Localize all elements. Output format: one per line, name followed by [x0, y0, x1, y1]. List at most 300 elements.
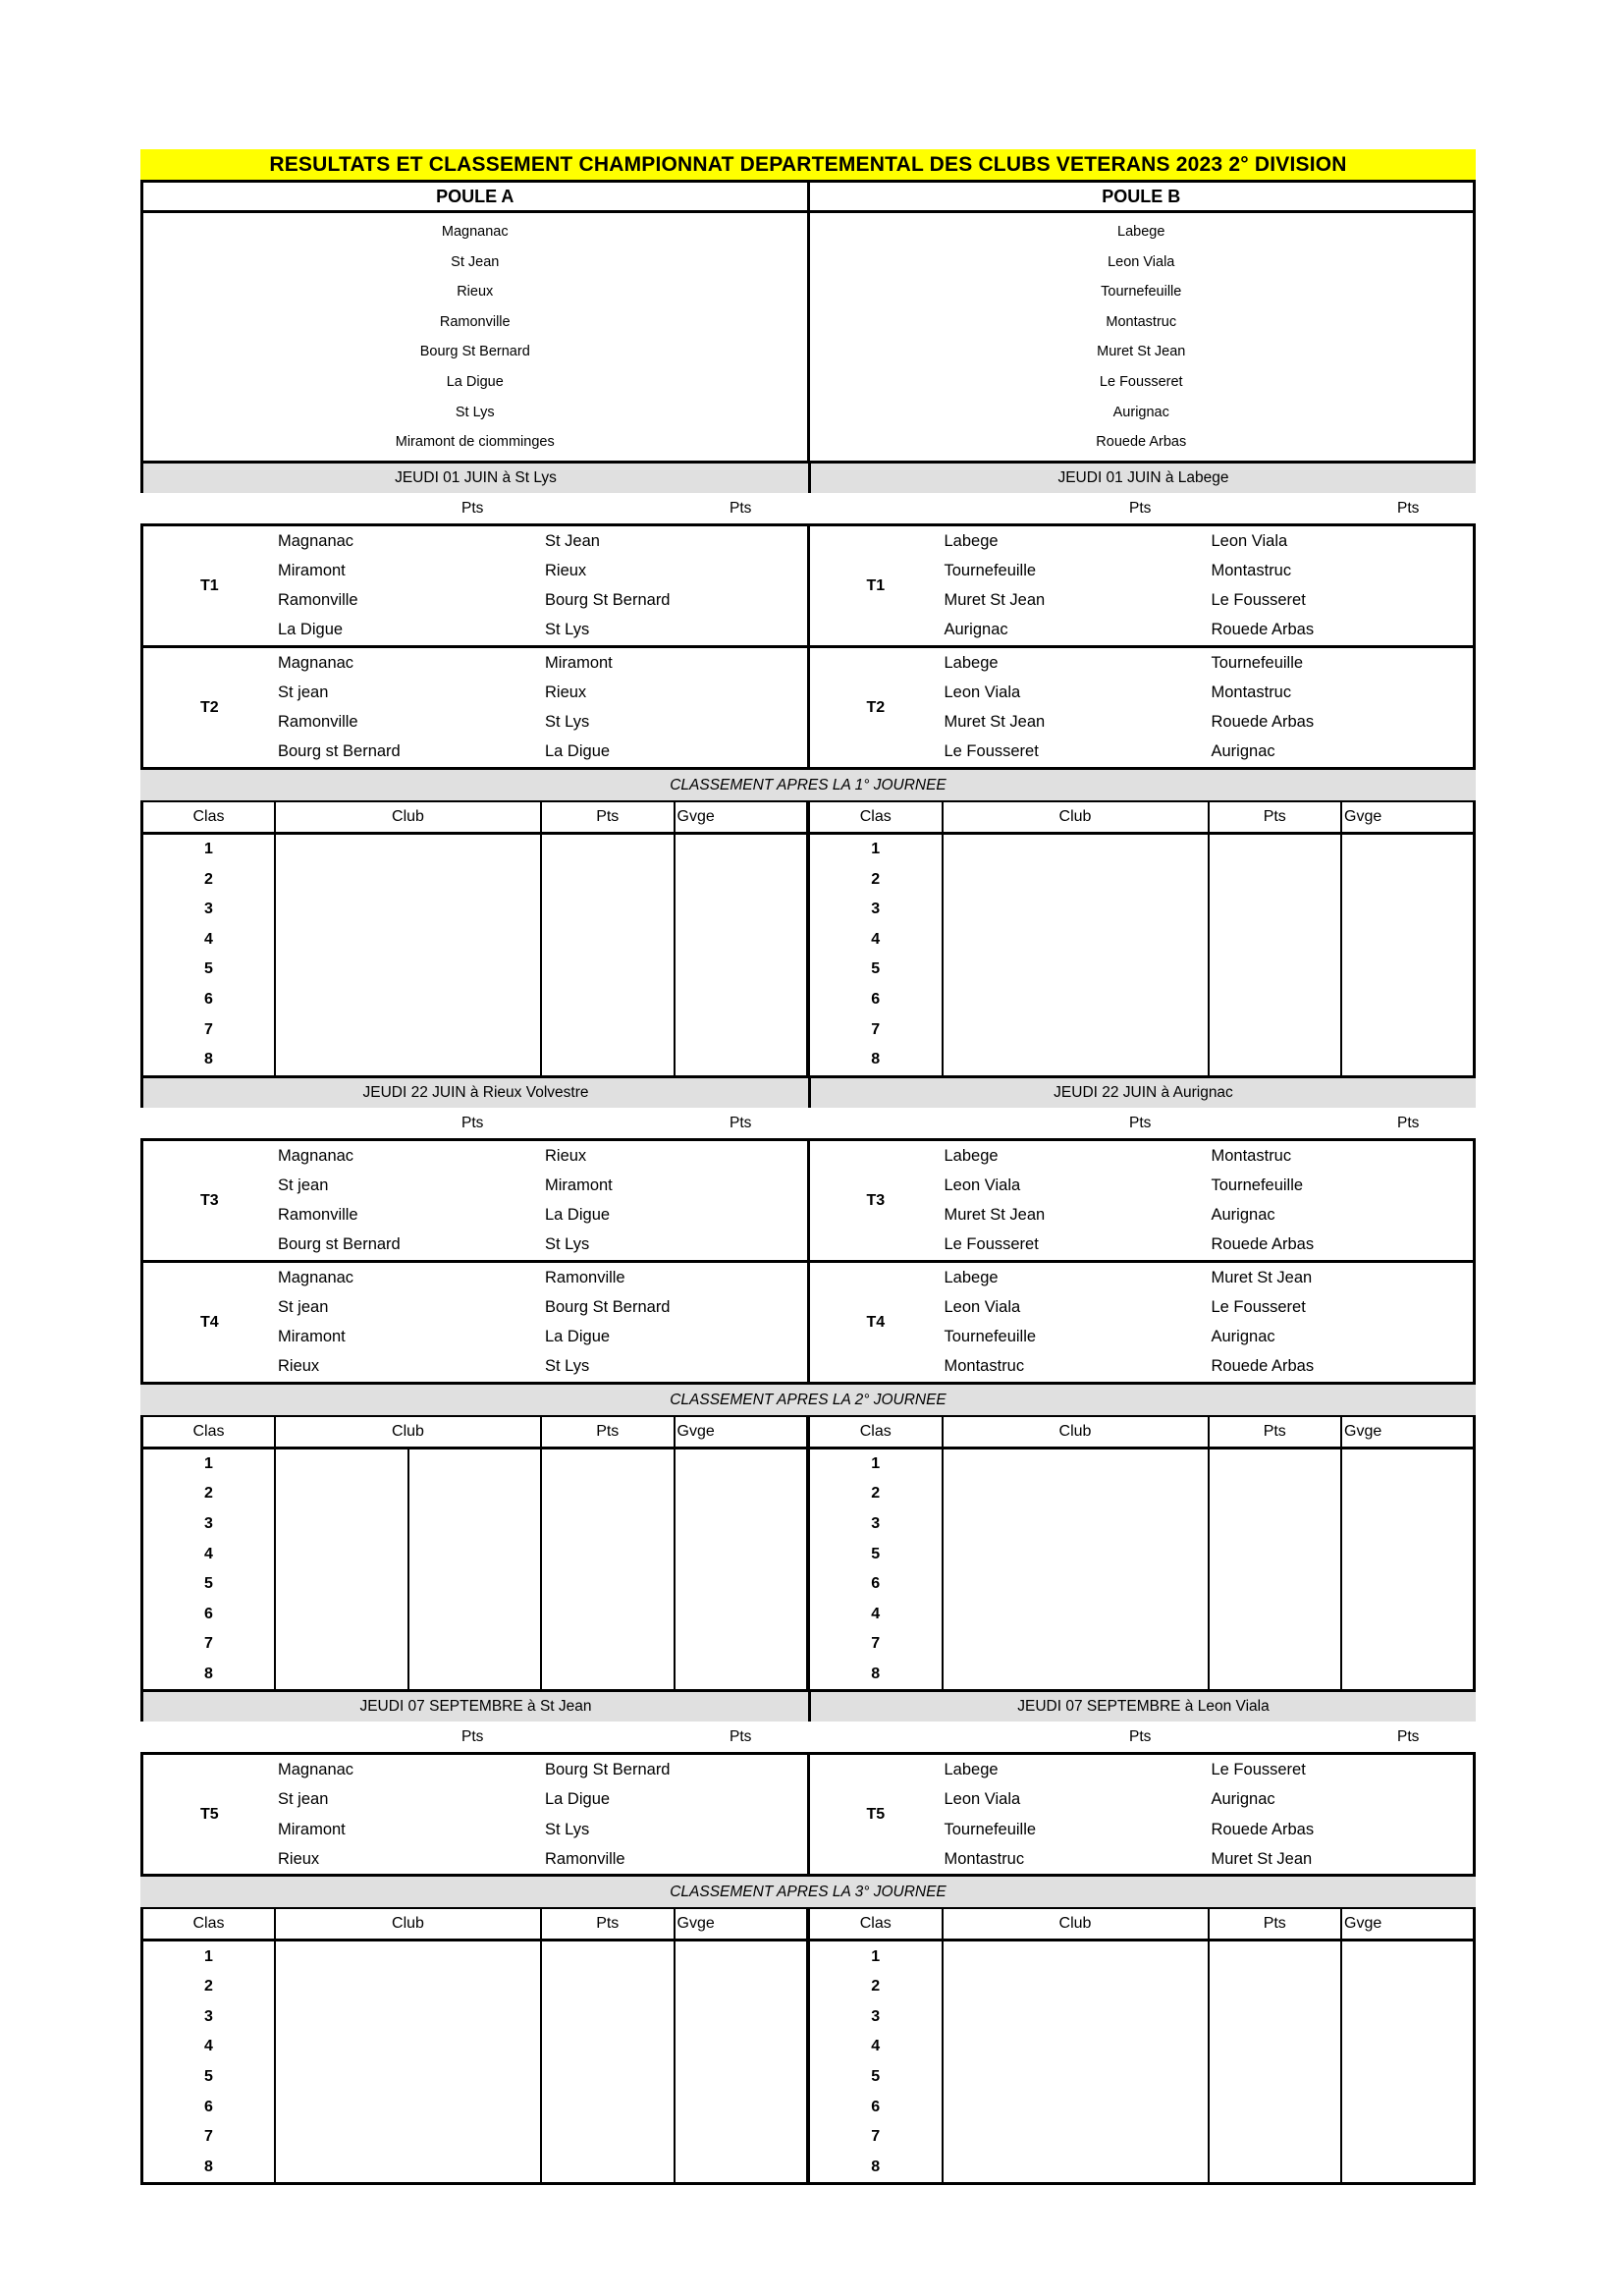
club-cell[interactable]: [408, 1629, 542, 1660]
pts-cell[interactable]: [541, 985, 675, 1015]
club-cell[interactable]: [275, 985, 541, 1015]
results-sheet: [140, 149, 1476, 2185]
pts-cell[interactable]: [541, 2032, 675, 2062]
ranking-row: [809, 864, 1475, 895]
gvge-header: Gvge: [675, 1416, 808, 1449]
club-cell[interactable]: [275, 1941, 541, 1972]
rank-number: 1: [809, 833, 943, 864]
club-cell[interactable]: [408, 1599, 542, 1629]
gvge-cell[interactable]: [675, 1660, 808, 1691]
round-poule-a: [143, 1263, 810, 1382]
gvge-cell[interactable]: [675, 1569, 808, 1600]
club-cell[interactable]: [943, 2122, 1209, 2153]
poule-a-label: POULE A: [143, 183, 810, 210]
club-cell[interactable]: [275, 1569, 408, 1600]
pts-cell[interactable]: [1209, 1479, 1342, 1509]
ranking-row: [809, 1539, 1475, 1569]
club-cell[interactable]: [943, 1941, 1209, 1972]
pts-cell[interactable]: [1209, 1629, 1342, 1660]
home-team: Montastruc: [944, 1849, 1025, 1868]
ranking-row: [142, 955, 808, 985]
home-team: Bourg st Bernard: [278, 1235, 401, 1254]
home-team: Leon Viala: [944, 683, 1021, 701]
gvge-cell[interactable]: [1341, 2032, 1475, 2062]
pts-header: Pts: [541, 1908, 675, 1941]
gvge-cell[interactable]: [1341, 864, 1475, 895]
pts-cell[interactable]: [1209, 1509, 1342, 1540]
away-team: Tournefeuille: [1211, 1175, 1304, 1194]
round-label: T5: [200, 1806, 219, 1824]
ranking-row: [809, 1014, 1475, 1045]
club-cell[interactable]: [943, 1569, 1209, 1600]
away-team: Rieux: [545, 1146, 587, 1165]
ranking-row: [142, 1569, 808, 1600]
team-name: Miramont de ciomminges: [395, 434, 555, 451]
match-row: [810, 1784, 1474, 1815]
gvge-cell[interactable]: [675, 1014, 808, 1045]
team-name: St Lys: [455, 404, 495, 420]
match-row: [810, 556, 1474, 586]
team-name: Montastruc: [1106, 313, 1177, 330]
team-name: Bourg St Bernard: [419, 344, 530, 360]
round-poule-b: [810, 1263, 1474, 1382]
match-row: [143, 1200, 807, 1230]
poules-team-list: [140, 212, 1476, 464]
clas-header: Clas: [809, 1908, 943, 1941]
club-cell[interactable]: [943, 1014, 1209, 1045]
team-name: Muret St Jean: [1097, 344, 1186, 360]
rank-number: 1: [142, 1448, 276, 1479]
club-cell[interactable]: [943, 2092, 1209, 2122]
pts-cell[interactable]: [541, 1599, 675, 1629]
ranking-row: [142, 864, 808, 895]
club-cell[interactable]: [275, 2122, 541, 2153]
pts-cell[interactable]: [1209, 2062, 1342, 2093]
club-cell[interactable]: [943, 1539, 1209, 1569]
ranking-row: [142, 1660, 808, 1691]
away-team: Rouede Arbas: [1211, 621, 1315, 639]
home-team: Ramonville: [278, 591, 358, 610]
pts-cell[interactable]: [541, 1569, 675, 1600]
gvge-cell[interactable]: [675, 2062, 808, 2093]
home-team: Tournefeuille: [944, 561, 1037, 579]
ranking-row: [809, 1972, 1475, 2002]
pts-cell[interactable]: [541, 1509, 675, 1540]
home-team: Magnanac: [278, 1761, 354, 1779]
gvge-header: Gvge: [1341, 1908, 1475, 1941]
match-row: [143, 585, 807, 616]
club-cell[interactable]: [275, 864, 541, 895]
poule-b-label: POULE B: [1102, 187, 1181, 206]
pts-labels-row: [140, 1108, 1476, 1138]
pts-cell[interactable]: [1209, 1539, 1342, 1569]
club-cell[interactable]: [408, 1509, 542, 1540]
club-cell[interactable]: [943, 1448, 1209, 1479]
rank-number: 7: [809, 2122, 943, 2153]
gvge-cell[interactable]: [1341, 1509, 1475, 1540]
pts-cell[interactable]: [541, 1045, 675, 1076]
rank-number: 3: [809, 1509, 943, 1540]
gvge-cell[interactable]: [675, 2032, 808, 2062]
gvge-cell[interactable]: [675, 1509, 808, 1540]
pts-cell[interactable]: [541, 1539, 675, 1569]
pts-cell[interactable]: [541, 1972, 675, 2002]
pts-cell[interactable]: [1209, 1941, 1342, 1972]
ranking-table-poule-b: [808, 1415, 1476, 1693]
pts-cell[interactable]: [1209, 925, 1342, 956]
away-team: St Lys: [545, 1820, 590, 1838]
club-cell[interactable]: [943, 2152, 1209, 2183]
match-row: [810, 526, 1474, 557]
pts-label: Pts: [461, 1728, 484, 1746]
club-cell[interactable]: [943, 1629, 1209, 1660]
rank-number: 5: [809, 2062, 943, 2093]
home-team: Tournefeuille: [944, 1327, 1037, 1345]
gvge-cell[interactable]: [675, 2152, 808, 2183]
rank-number: 6: [809, 985, 943, 1015]
club-cell[interactable]: [408, 1569, 542, 1600]
pts-cell[interactable]: [1209, 985, 1342, 1015]
club-cell[interactable]: [408, 1448, 542, 1479]
club-header: Club: [275, 1908, 541, 1941]
gvge-cell[interactable]: [675, 895, 808, 925]
away-team: Tournefeuille: [1211, 653, 1304, 672]
pts-cell[interactable]: [541, 833, 675, 864]
match-row: [810, 1755, 1474, 1785]
match-row: [143, 1141, 807, 1172]
day1-poule-b-header: JEUDI 01 JUIN à Labege: [808, 464, 1476, 493]
pts-cell[interactable]: [541, 925, 675, 956]
day2-poule-a-header: JEUDI 22 JUIN à Rieux Volvestre: [140, 1078, 808, 1108]
pts-cell[interactable]: [1209, 2152, 1342, 2183]
rank-number: 5: [142, 1569, 276, 1600]
gvge-cell[interactable]: [675, 1045, 808, 1076]
away-team: Muret St Jean: [1211, 1268, 1313, 1286]
pts-cell[interactable]: [1209, 955, 1342, 985]
pts-cell[interactable]: [541, 895, 675, 925]
gvge-cell[interactable]: [675, 955, 808, 985]
gvge-cell[interactable]: [675, 985, 808, 1015]
home-team: Labege: [944, 1268, 999, 1286]
pts-cell[interactable]: [541, 2122, 675, 2153]
gvge-cell[interactable]: [1341, 955, 1475, 985]
home-team: Magnanac: [278, 531, 354, 550]
club-cell[interactable]: [275, 925, 541, 956]
gvge-cell[interactable]: [1341, 1539, 1475, 1569]
ranking-row: [809, 1941, 1475, 1972]
home-team: Labege: [944, 1761, 999, 1779]
rank-number: 4: [809, 925, 943, 956]
club-cell[interactable]: [275, 895, 541, 925]
pts-cell[interactable]: [541, 955, 675, 985]
rank-number: 7: [142, 1014, 276, 1045]
pts-cell[interactable]: [1209, 864, 1342, 895]
match-row: [143, 678, 807, 708]
club-cell[interactable]: [943, 925, 1209, 956]
pts-cell[interactable]: [541, 1941, 675, 1972]
pts-label: Pts: [461, 499, 484, 517]
team-name: Rieux: [457, 284, 494, 301]
pts-cell[interactable]: [541, 2062, 675, 2093]
match-row: [810, 615, 1474, 645]
away-team: St Lys: [545, 1235, 590, 1254]
ranking-row: [142, 2062, 808, 2093]
club-cell[interactable]: [275, 1479, 408, 1509]
rank-number: 4: [142, 2032, 276, 2062]
club-cell[interactable]: [943, 2032, 1209, 2062]
match-row: [143, 648, 807, 679]
club-cell[interactable]: [275, 955, 541, 985]
club-cell[interactable]: [943, 955, 1209, 985]
rank-number: 2: [809, 864, 943, 895]
gvge-cell[interactable]: [675, 833, 808, 864]
gvge-cell[interactable]: [1341, 985, 1475, 1015]
ranking-row: [142, 895, 808, 925]
pts-cell[interactable]: [541, 864, 675, 895]
home-team: Bourg st Bernard: [278, 742, 401, 761]
pts-cell[interactable]: [541, 2001, 675, 2032]
round-label: T3: [200, 1191, 219, 1209]
pts-cell[interactable]: [541, 1448, 675, 1479]
rank-number: 7: [809, 1014, 943, 1045]
round-poule-b: [810, 526, 1474, 645]
gvge-cell[interactable]: [1341, 1014, 1475, 1045]
ranking-row: [809, 895, 1475, 925]
club-cell[interactable]: [943, 1509, 1209, 1540]
club-cell[interactable]: [275, 1599, 408, 1629]
gvge-cell[interactable]: [1341, 2122, 1475, 2153]
away-team: Rouede Arbas: [1211, 1235, 1315, 1254]
club-header: Club: [275, 1416, 541, 1449]
away-team: Montastruc: [1211, 561, 1292, 579]
gvge-cell[interactable]: [1341, 2092, 1475, 2122]
pts-cell[interactable]: [1209, 2001, 1342, 2032]
ranking-table-poule-a: [140, 1907, 808, 2185]
gvge-cell[interactable]: [675, 864, 808, 895]
away-team: Ramonville: [545, 1849, 625, 1868]
gvge-cell[interactable]: [1341, 833, 1475, 864]
round-label: T2: [200, 698, 219, 716]
club-cell[interactable]: [275, 1629, 408, 1660]
home-team: Muret St Jean: [944, 591, 1046, 610]
club-cell[interactable]: [275, 1660, 408, 1691]
club-cell[interactable]: [943, 895, 1209, 925]
gvge-cell[interactable]: [675, 1448, 808, 1479]
ranking-row: [142, 1448, 808, 1479]
club-cell[interactable]: [943, 833, 1209, 864]
away-team: La Digue: [545, 1205, 611, 1224]
rank-number: 5: [142, 955, 276, 985]
gvge-cell[interactable]: [675, 1972, 808, 2002]
home-team: St jean: [278, 1175, 329, 1194]
ranking-row: [809, 955, 1475, 985]
home-team: St jean: [278, 1790, 329, 1809]
club-cell[interactable]: [275, 1045, 541, 1076]
gvge-cell[interactable]: [675, 2092, 808, 2122]
gvge-cell[interactable]: [1341, 2152, 1475, 2183]
day3-poule-a-header: JEUDI 07 SEPTEMBRE à St Jean: [140, 1692, 808, 1722]
ranking-row: [142, 1509, 808, 1540]
club-cell[interactable]: [943, 1045, 1209, 1076]
gvge-cell[interactable]: [1341, 1972, 1475, 2002]
round-label: T3: [866, 1191, 886, 1209]
ranking-row: [809, 1599, 1475, 1629]
club-header: Club: [943, 1416, 1209, 1449]
gvge-cell[interactable]: [675, 2122, 808, 2153]
pts-header: Pts: [1209, 1416, 1342, 1449]
rank-number: 4: [142, 925, 276, 956]
ranking-table-poule-b: [808, 800, 1476, 1078]
club-cell[interactable]: [943, 1479, 1209, 1509]
home-team: St jean: [278, 683, 329, 701]
pts-cell[interactable]: [1209, 1045, 1342, 1076]
clas-header: Clas: [142, 1416, 276, 1449]
match-row: [810, 1292, 1474, 1323]
gvge-cell[interactable]: [1341, 1660, 1475, 1691]
rank-number: 8: [142, 2152, 276, 2183]
clas-header: Clas: [142, 1908, 276, 1941]
ranking-row: [142, 985, 808, 1015]
pts-label: Pts: [1397, 1728, 1420, 1746]
gvge-cell[interactable]: [1341, 1045, 1475, 1076]
ranking-table-poule-b: [808, 1907, 1476, 2185]
club-cell[interactable]: [275, 1972, 541, 2002]
rank-number: 3: [809, 895, 943, 925]
pts-cell[interactable]: [541, 2152, 675, 2183]
team-name: Le Fousseret: [1099, 373, 1183, 390]
pts-cell[interactable]: [541, 1629, 675, 1660]
rank-number: 8: [809, 1045, 943, 1076]
ranking-row: [809, 2092, 1475, 2122]
club-cell[interactable]: [275, 2152, 541, 2183]
rank-number: 4: [809, 2032, 943, 2062]
club-cell[interactable]: [408, 1539, 542, 1569]
round-t3: [140, 1138, 1476, 1260]
gvge-cell[interactable]: [675, 1479, 808, 1509]
gvge-cell[interactable]: [1341, 1448, 1475, 1479]
match-row: [810, 1200, 1474, 1230]
round-t5: [140, 1752, 1476, 1877]
club-cell[interactable]: [943, 1660, 1209, 1691]
rank-number: 6: [142, 985, 276, 1015]
club-cell[interactable]: [943, 1599, 1209, 1629]
gvge-cell[interactable]: [675, 1599, 808, 1629]
round-poule-b: [810, 1141, 1474, 1260]
club-cell[interactable]: [943, 864, 1209, 895]
home-team: Labege: [944, 653, 999, 672]
pts-cell[interactable]: [1209, 2122, 1342, 2153]
pts-cell[interactable]: [1209, 1569, 1342, 1600]
gvge-cell[interactable]: [1341, 925, 1475, 956]
pts-cell[interactable]: [541, 1660, 675, 1691]
gvge-cell[interactable]: [1341, 1569, 1475, 1600]
gvge-cell[interactable]: [1341, 2001, 1475, 2032]
ranking-row: [809, 985, 1475, 1015]
club-cell[interactable]: [275, 2032, 541, 2062]
pts-header: Pts: [541, 801, 675, 834]
club-cell[interactable]: [275, 2062, 541, 2093]
ranking-row: [809, 1448, 1475, 1479]
rank-number: 1: [809, 1941, 943, 1972]
gvge-cell[interactable]: [675, 1629, 808, 1660]
home-team: Muret St Jean: [944, 1205, 1046, 1224]
club-cell[interactable]: [275, 1014, 541, 1045]
gvge-cell[interactable]: [675, 1539, 808, 1569]
pts-cell[interactable]: [1209, 833, 1342, 864]
club-cell[interactable]: [275, 1539, 408, 1569]
club-cell[interactable]: [275, 2092, 541, 2122]
club-cell[interactable]: [275, 833, 541, 864]
ranking-row: [809, 1045, 1475, 1076]
gvge-cell[interactable]: [1341, 1599, 1475, 1629]
pts-cell[interactable]: [1209, 1660, 1342, 1691]
club-cell[interactable]: [943, 985, 1209, 1015]
pts-cell[interactable]: [1209, 1448, 1342, 1479]
ranking-title-day1: CLASSEMENT APRES LA 1° JOURNEE: [140, 770, 1476, 800]
pts-cell[interactable]: [1209, 2092, 1342, 2122]
pts-cell[interactable]: [541, 1479, 675, 1509]
away-team: Rieux: [545, 561, 587, 579]
club-cell[interactable]: [275, 1509, 408, 1540]
pts-cell[interactable]: [1209, 1014, 1342, 1045]
club-cell[interactable]: [408, 1660, 542, 1691]
pts-cell[interactable]: [1209, 2032, 1342, 2062]
gvge-cell[interactable]: [1341, 895, 1475, 925]
match-row: [143, 1263, 807, 1293]
pts-cell[interactable]: [1209, 1972, 1342, 2002]
gvge-cell[interactable]: [1341, 1479, 1475, 1509]
home-team: Aurignac: [944, 621, 1008, 639]
match-row: [143, 1784, 807, 1815]
club-cell[interactable]: [275, 1448, 408, 1479]
club-cell[interactable]: [275, 2001, 541, 2032]
club-cell[interactable]: [408, 1479, 542, 1509]
match-row: [143, 1351, 807, 1382]
pts-cell[interactable]: [541, 2092, 675, 2122]
ranking-row: [142, 833, 808, 864]
gvge-cell[interactable]: [675, 1941, 808, 1972]
gvge-cell[interactable]: [675, 925, 808, 956]
pts-cell[interactable]: [1209, 1599, 1342, 1629]
ranking-row: [142, 2032, 808, 2062]
rank-number: 7: [142, 2122, 276, 2153]
gvge-cell[interactable]: [1341, 2062, 1475, 2093]
rank-number: 1: [142, 1941, 276, 1972]
club-cell[interactable]: [943, 1972, 1209, 2002]
gvge-cell[interactable]: [675, 2001, 808, 2032]
match-row: [810, 678, 1474, 708]
home-team: Ramonville: [278, 1205, 358, 1224]
gvge-header: Gvge: [675, 1908, 808, 1941]
team-name: Rouede Arbas: [1096, 434, 1187, 451]
gvge-cell[interactable]: [1341, 1629, 1475, 1660]
rank-number: 8: [142, 1045, 276, 1076]
home-team: Rieux: [278, 1849, 320, 1868]
rank-number: 7: [809, 1629, 943, 1660]
club-cell[interactable]: [943, 2062, 1209, 2093]
ranking-row: [142, 2092, 808, 2122]
pts-cell[interactable]: [1209, 895, 1342, 925]
club-cell[interactable]: [943, 2001, 1209, 2032]
gvge-cell[interactable]: [1341, 1941, 1475, 1972]
team-name: St Jean: [451, 253, 500, 270]
rank-number: 5: [809, 955, 943, 985]
team-name: Magnanac: [441, 224, 509, 240]
round-poule-a: [143, 526, 810, 645]
match-row: [143, 1292, 807, 1323]
pts-cell[interactable]: [541, 1014, 675, 1045]
match-row: [143, 556, 807, 586]
